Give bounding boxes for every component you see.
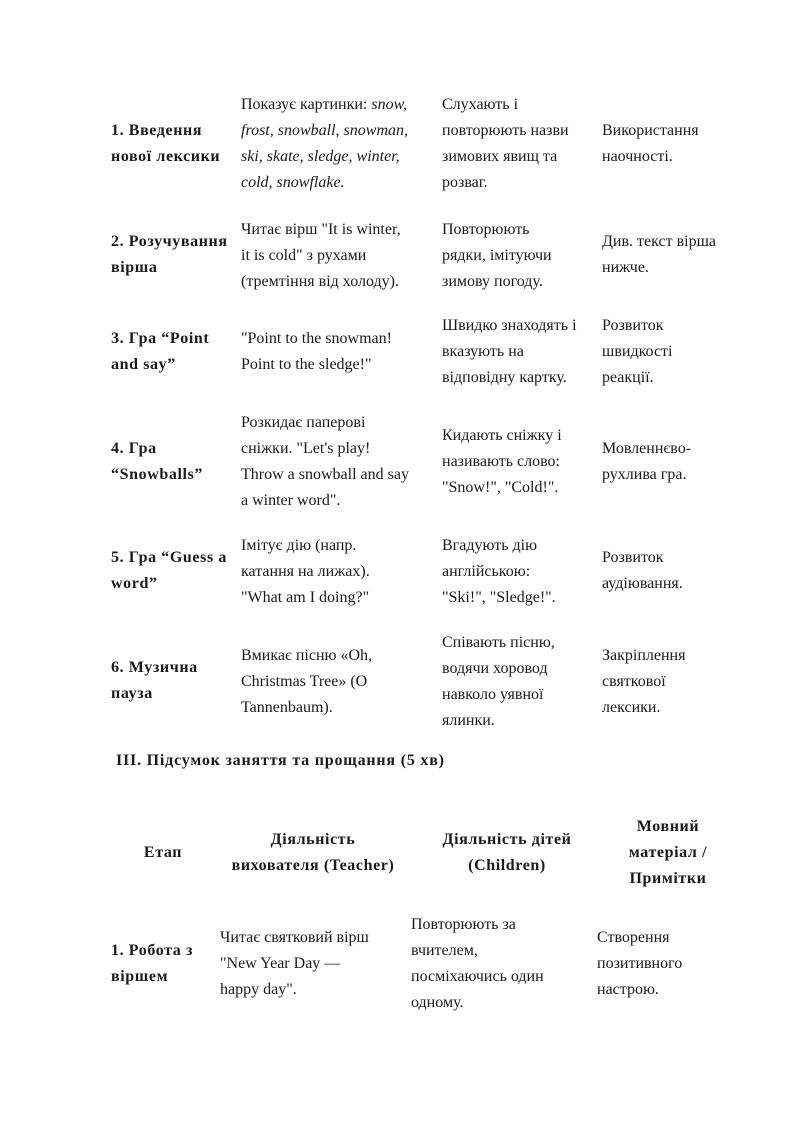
children-line: Співають пісню, (442, 634, 555, 651)
children-line: "Snow!", "Cold!". (442, 479, 559, 496)
teacher-line: it is cold" з рухами (241, 247, 367, 264)
children-cell (442, 313, 577, 391)
notes-cell (602, 313, 672, 391)
header-line: Діяльність дітей (442, 831, 572, 848)
stage-line: word” (111, 575, 158, 592)
children-line: зимових явищ та (442, 148, 558, 165)
children-line: ялинки. (442, 712, 495, 729)
teacher-cell (241, 326, 392, 378)
notes-line: Закріплення (602, 647, 686, 664)
teacher-line: Розкидає паперові (241, 414, 366, 431)
teacher-cell (241, 92, 408, 196)
notes-line: Розвиток (602, 549, 664, 566)
teacher-line: Імітує дію (напр. (241, 537, 357, 554)
teacher-line: Читає святковий вірш (220, 929, 369, 946)
notes-line: аудіювання. (602, 575, 683, 592)
teacher-text: Показує картинки: (241, 96, 372, 113)
notes-line: Використання (602, 122, 699, 139)
header-line: вихователя (Teacher) (231, 857, 395, 874)
children-line: Кидають сніжку і (442, 427, 562, 444)
vocab-text: snow, (371, 96, 408, 113)
notes-line: наочності. (602, 148, 673, 165)
stage-line: 3. Гра “Point (111, 330, 210, 347)
stage-line: віршем (111, 968, 169, 985)
stage-cell (111, 436, 203, 488)
stage-line: 6. Музична (111, 659, 198, 676)
children-line: зимову погоду. (442, 273, 543, 290)
children-line: повторюють назви (442, 122, 569, 139)
children-line: Вгадують дію (442, 537, 538, 554)
children-line: вчителем, (411, 942, 478, 959)
children-line: відповідну картку. (442, 369, 567, 386)
stage-line: 4. Гра (111, 440, 157, 457)
teacher-cell (241, 410, 409, 514)
stage-cell (111, 655, 198, 707)
notes-line: Мовленнєво- (602, 440, 692, 457)
children-line: вказують на (442, 343, 524, 360)
teacher-line: "What am I doing?" (241, 589, 370, 606)
notes-line: позитивного (597, 955, 683, 972)
stage-line: 1. Робота з (111, 942, 194, 959)
children-line: Швидко знаходять і (442, 317, 577, 334)
header-line: (Children) (468, 857, 546, 874)
teacher-line: (тремтіння від холоду). (241, 273, 399, 290)
children-line: Повторюють (442, 221, 530, 238)
teacher-cell (241, 217, 401, 295)
stage-cell (111, 229, 228, 281)
notes-cell (597, 925, 682, 1003)
header-line: Діяльність (270, 831, 356, 848)
children-cell (442, 630, 555, 734)
header-children (422, 827, 592, 879)
teacher-line: Tannenbaum). (241, 699, 333, 716)
notes-cell (602, 229, 716, 281)
teacher-line: катання на лижах). (241, 563, 370, 580)
notes-line: лексики. (602, 699, 661, 716)
teacher-line: Throw a snowball and say (241, 466, 409, 483)
teacher-line: Читає вірш "It is winter, (241, 221, 401, 238)
stage-line: пауза (111, 685, 153, 702)
notes-cell (602, 436, 691, 488)
notes-line: реакції. (602, 369, 654, 386)
children-line: водячи хоровод (442, 660, 548, 677)
section-heading: III. Підсумок заняття та прощання (5 хв) (116, 752, 445, 769)
teacher-cell (241, 533, 370, 611)
vocab-text: cold, snowflake. (241, 174, 345, 191)
header-line: матеріал / (628, 844, 708, 861)
header-teacher (218, 827, 408, 879)
children-cell (411, 912, 544, 1016)
notes-line: рухлива гра. (602, 466, 687, 483)
stage-cell (111, 118, 220, 170)
children-line: навколо уявної (442, 686, 544, 703)
children-line: "Ski!", "Sledge!". (442, 589, 556, 606)
children-line: Повторюють за (411, 916, 516, 933)
notes-line: святкової (602, 673, 666, 690)
stage-line: 1. Введення (111, 122, 203, 139)
stage-line: нової лексики (111, 148, 221, 165)
teacher-line: happy day". (220, 981, 297, 998)
teacher-line: сніжки. "Let's play! (241, 440, 371, 457)
vocab-text: ski, skate, sledge, winter, (241, 148, 400, 165)
notes-line: Див. текст вірша (602, 233, 717, 250)
teacher-line: a winter word". (241, 492, 341, 509)
notes-cell (602, 118, 699, 170)
stage-line: 5. Гра “Guess a (111, 549, 227, 566)
stage-cell (111, 326, 209, 378)
teacher-cell (241, 643, 372, 721)
stage-line: “Snowballs” (111, 466, 203, 483)
teacher-line: Point to the sledge!" (241, 356, 372, 373)
header-line: Мовний (636, 818, 700, 835)
header-notes (604, 814, 732, 892)
children-line: називають слово: (442, 453, 560, 470)
header-line: Етап (143, 844, 183, 861)
notes-line: Створення (597, 929, 670, 946)
notes-cell (602, 643, 685, 721)
children-line: англійською: (442, 563, 531, 580)
children-cell (442, 217, 552, 295)
children-cell (442, 533, 556, 611)
children-cell (442, 423, 562, 501)
notes-line: Розвиток (602, 317, 664, 334)
children-line: Слухають і (442, 96, 519, 113)
children-line: розваг. (442, 174, 488, 191)
teacher-line: Вмикає пісню «Oh, (241, 647, 373, 664)
teacher-cell (220, 925, 369, 1003)
header-stage (111, 840, 215, 866)
stage-line: 2. Розучування (111, 233, 228, 250)
notes-line: настрою. (597, 981, 659, 998)
notes-line: швидкості (602, 343, 673, 360)
children-cell (442, 92, 569, 196)
notes-line: нижче. (602, 259, 649, 276)
stage-line: вірша (111, 259, 158, 276)
stage-line: and say” (111, 356, 176, 373)
children-line: посміхаючись один (411, 968, 544, 985)
teacher-line: Christmas Tree» (O (241, 673, 368, 690)
header-line: Примітки (629, 870, 707, 887)
teacher-line: "Point to the snowman! (241, 330, 392, 347)
notes-cell (602, 545, 683, 597)
stage-cell (111, 545, 227, 597)
vocab-text: frost, snowball, snowman, (241, 122, 408, 139)
children-line: одному. (411, 994, 464, 1011)
teacher-line: "New Year Day — (220, 955, 341, 972)
children-line: рядки, імітуючи (442, 247, 552, 264)
stage-cell (111, 938, 193, 990)
